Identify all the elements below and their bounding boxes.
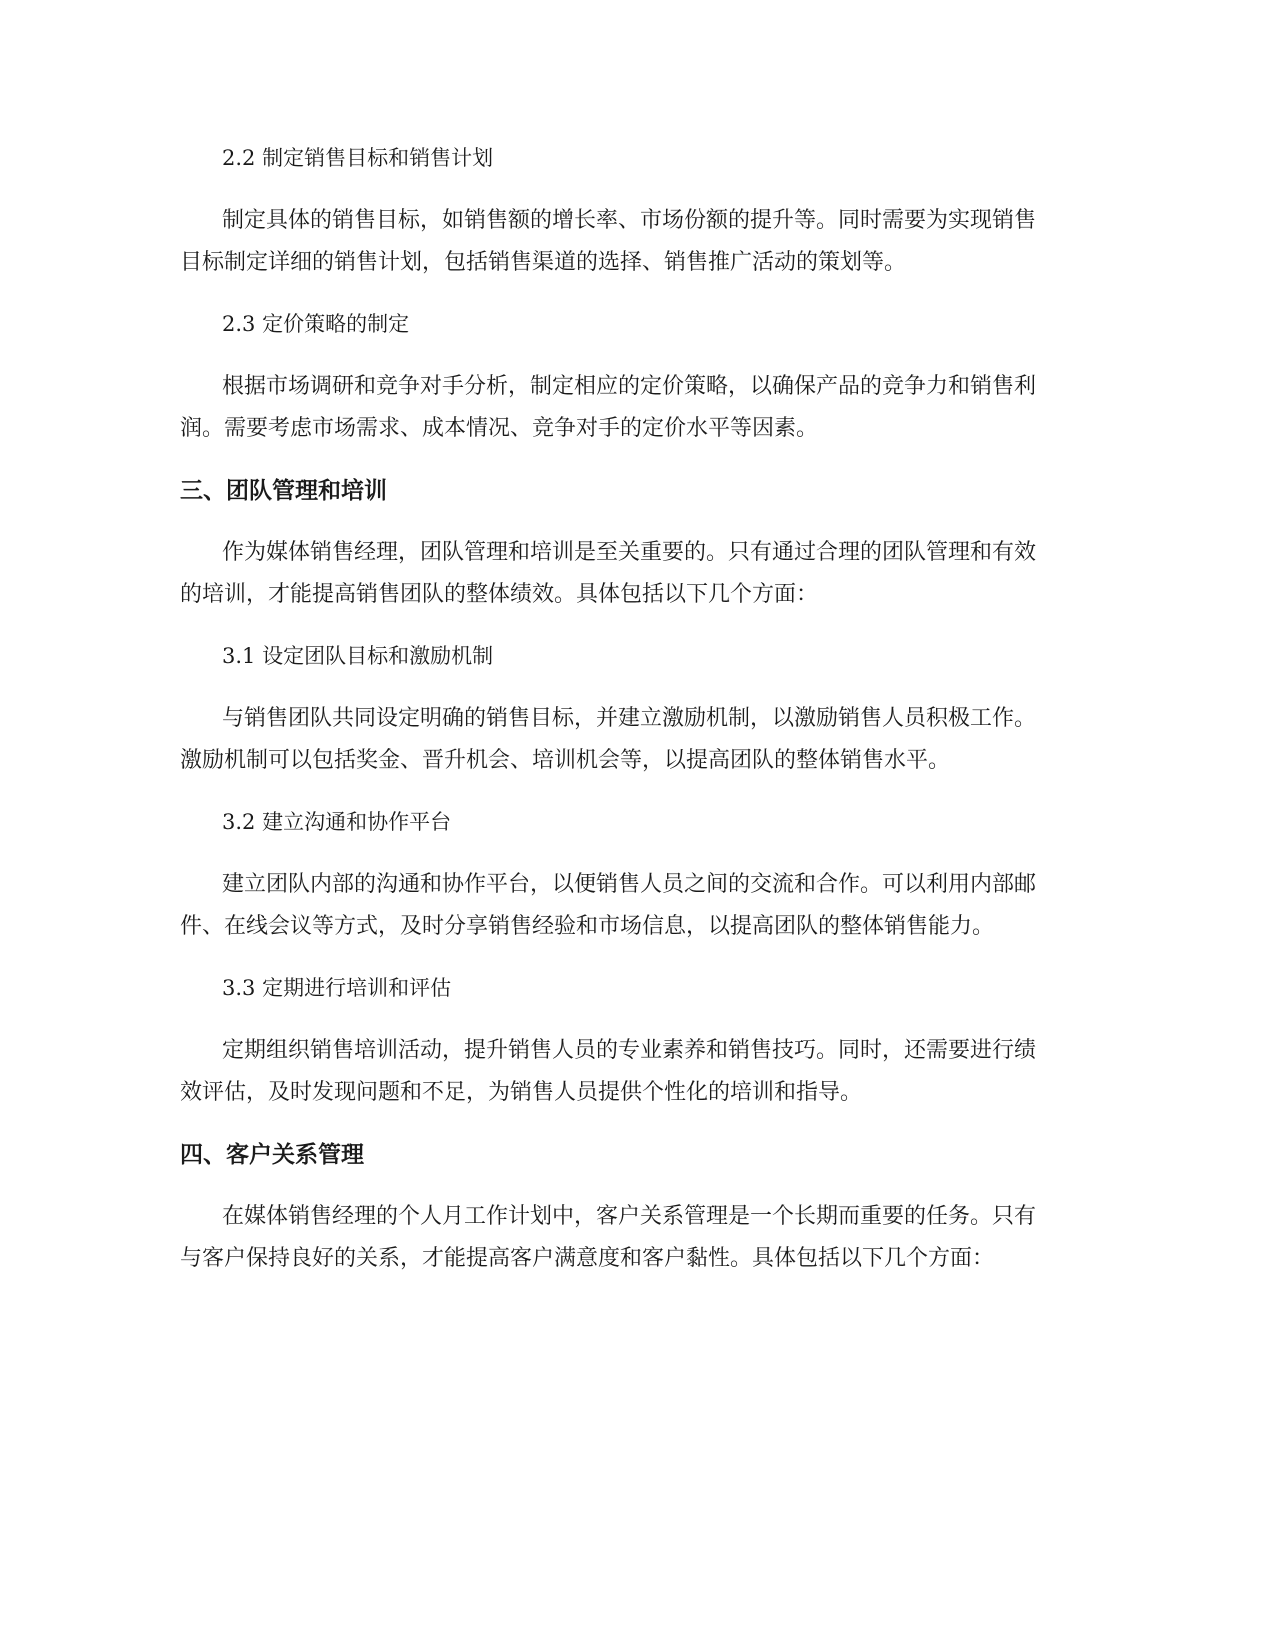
subsection-title-2-3: 2.3 定价策略的制定 (222, 312, 410, 336)
section-heading-4: 四、客户关系管理 (180, 1142, 364, 1168)
paragraph: 作为媒体销售经理，团队管理和培训是至关重要的。只有通过合理的团队管理和有效的培训，才能提高销售团队的整体绩效。具体包括以下几个方面： (180, 540, 1037, 607)
section-heading-3: 三、团队管理和培训 (180, 478, 387, 504)
paragraph: 与销售团队共同设定明确的销售目标，并建立激励机制，以激励销售人员积极工作。激励机制可以包括奖金、晋升机会、培训机会等，以提高团队的整体销售水平。 (180, 706, 1037, 773)
paragraph: 定期组织销售培训活动，提升销售人员的专业素养和销售技巧。同时，还需要进行绩效评估，及时发现问题和不足，为销售人员提供个性化的培训和指导。 (180, 1038, 1037, 1105)
paragraph: 在媒体销售经理的个人月工作计划中，客户关系管理是一个长期而重要的任务。只有与客户保持良好的关系，才能提高客户满意度和客户黏性。具体包括以下几个方面： (180, 1204, 1037, 1271)
paragraph: 建立团队内部的沟通和协作平台，以便销售人员之间的交流和合作。可以利用内部邮件、在线会议等方式，及时分享销售经验和市场信息，以提高团队的整体销售能力。 (180, 872, 1037, 939)
document-page (180, 138, 1036, 1300)
subsection-title-3-2: 3.2 建立沟通和协作平台 (222, 810, 452, 834)
paragraph: 根据市场调研和竞争对手分析，制定相应的定价策略，以确保产品的竞争力和销售利润。需要考虑市场需求、成本情况、竞争对手的定价水平等因素。 (180, 374, 1037, 441)
subsection-title-3-3: 3.3 定期进行培训和评估 (222, 976, 452, 1000)
paragraph: 制定具体的销售目标，如销售额的增长率、市场份额的提升等。同时需要为实现销售目标制定详细的销售计划，包括销售渠道的选择、销售推广活动的策划等。 (180, 208, 1037, 275)
subsection-title-2-2: 2.2 制定销售目标和销售计划 (222, 146, 494, 170)
subsection-title-3-1: 3.1 设定团队目标和激励机制 (222, 644, 494, 668)
